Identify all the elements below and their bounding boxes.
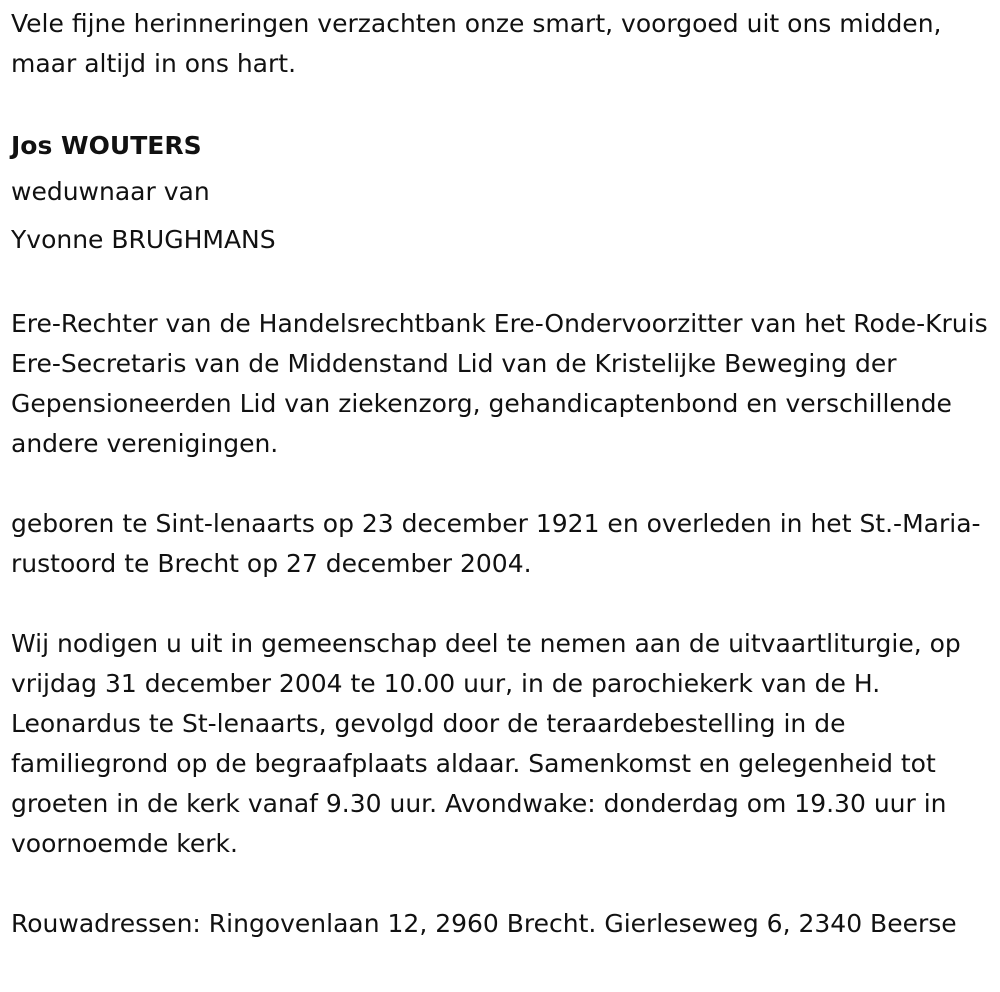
spouse-name: Yvonne BRUGHMANS xyxy=(11,225,276,254)
spacer xyxy=(11,264,991,304)
funeral-paragraph: Wij nodigen u uit in gemeenschap deel te nemen aan de uitvaartliturgie, op vrijdag 31 december 2004 te 10.00 uur, in de parochiekerk van de H. Leonardus te St-lenaarts, gevolgd door de teraardebestelling in de familiegrond op de begraafplaats aldaar. Samenkomst en gelegenheid tot groeten in de kerk vanaf 9.30 uur. Avondwake: donderdag om 19.30 uur in voornoemde kerk. xyxy=(11,629,961,858)
motto: Vele fijne herinneringen verzachten onze smart, voorgoed uit ons midden, maar altijd in ons hart. xyxy=(11,9,942,78)
obituary-text xyxy=(11,4,991,944)
deceased-name: Jos WOUTERS xyxy=(11,131,202,160)
spacer xyxy=(11,84,991,124)
addresses-paragraph: Rouwadressen: Ringovenlaan 12, 2960 Brecht. Gierleseweg 6, 2340 Beerse xyxy=(11,909,957,938)
spacer xyxy=(11,464,991,504)
spacer xyxy=(11,864,991,904)
spacer xyxy=(11,584,991,624)
relation-text: weduwnaar van xyxy=(11,177,210,206)
titles-paragraph: Ere-Rechter van de Handelsrechtbank Ere-Ondervoorzitter van het Rode-Kruis Ere-Secretaris van de Middenstand Lid van de Kristelijke Beweging der Gepensioneerden Lid van ziekenzorg, gehandicaptenbond en verschillende andere verenigingen. xyxy=(11,309,988,458)
birth-death-paragraph: geboren te Sint-lenaarts op 23 december 1921 en overleden in het St.-Maria-rustoord te Brecht op 27 december 2004. xyxy=(11,509,981,578)
